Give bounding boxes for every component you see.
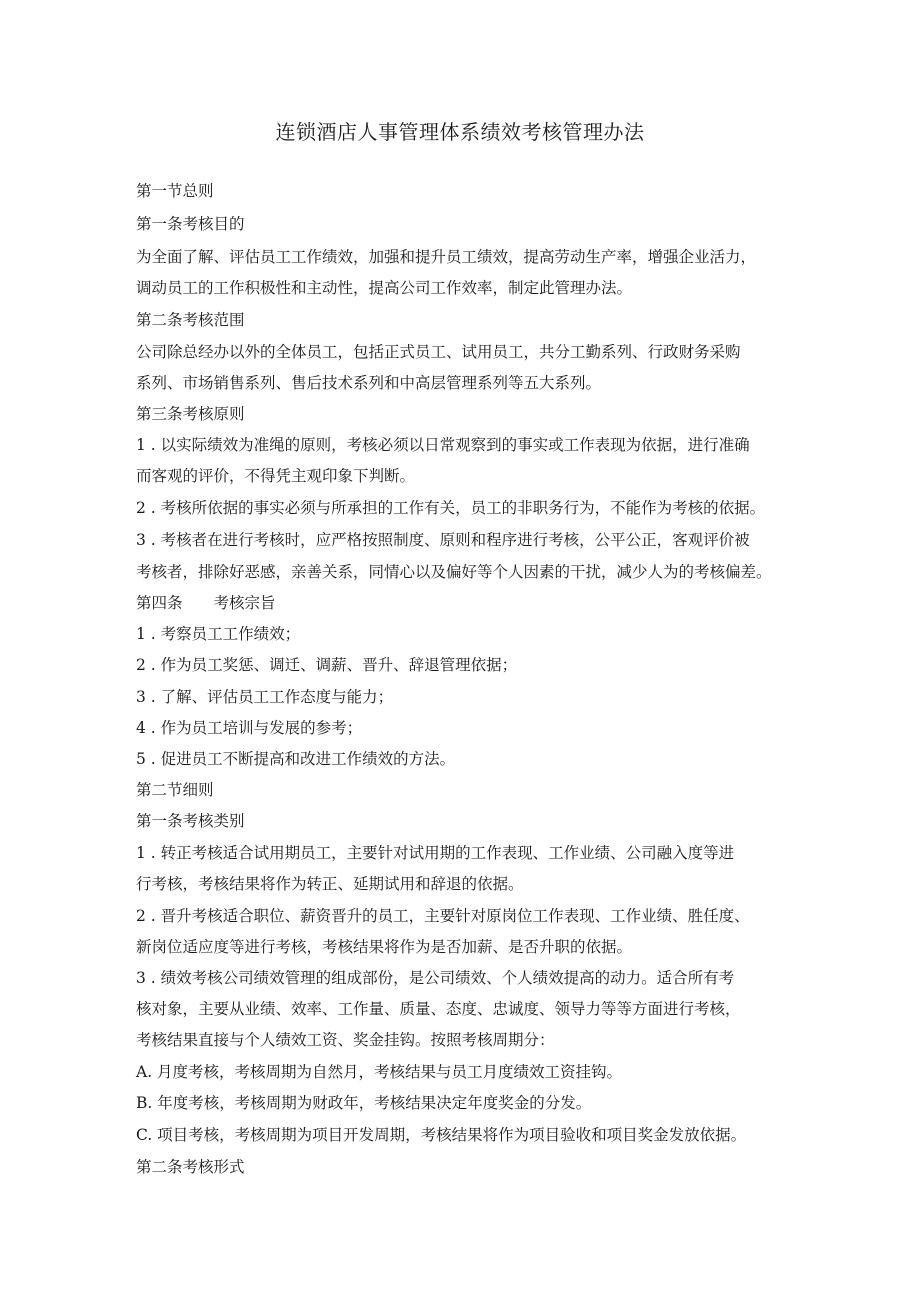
article-heading: 第一条考核类别 xyxy=(136,812,245,830)
paragraph-line: 新岗位适应度等进行考核，考核结果将作为是否加薪、是否升职的依据。 xyxy=(136,938,633,956)
paragraph-line: 3 . 考核者在进行考核时，应严格按照制度、原则和程序进行考核，公平公正，客观评价被 xyxy=(136,531,750,549)
section-heading: 第二节细则 xyxy=(136,781,214,799)
list-item: 3 . 了解、评估员工工作态度与能力； xyxy=(136,688,394,706)
paragraph-line: C. 项目考核，考核周期为项目开发周期，考核结果将作为项目验收和项目奖金发放依据。 xyxy=(136,1126,747,1144)
paragraph-line: 1 . 转正考核适合试用期员工，主要针对试用期的工作表现、工作业绩、公司融入度等进 xyxy=(136,844,735,862)
paragraph-line: 系列、市场销售系列、售后技术系列和中高层管理系列等五大系列。 xyxy=(136,374,602,392)
paragraph-line: 行考核，考核结果将作为转正、延期试用和辞退的依据。 xyxy=(136,875,524,893)
paragraph-line: 考核者，排除好恶感，亲善关系，同情心以及偏好等个人因素的干扰，减少人为的考核偏差。 xyxy=(136,563,772,581)
paragraph-line: 2 . 考核所依据的事实必须与所承担的工作有关，员工的非职务行为，不能作为考核的依据。 xyxy=(136,499,766,517)
article-heading: 第一条考核目的 xyxy=(136,215,245,233)
document-title: 连锁酒店人事管理体系绩效考核管理办法 xyxy=(275,120,645,144)
paragraph-line: 为全面了解、评估员工工作绩效，加强和提升员工绩效，提高劳动生产率，增强企业活力， xyxy=(136,248,757,266)
paragraph-line: 调动员工的工作积极性和主动性，提高公司工作效率，制定此管理办法。 xyxy=(136,279,633,297)
paragraph-line: A. 月度考核，考核周期为自然月，考核结果与员工月度绩效工资挂钩。 xyxy=(136,1063,623,1081)
list-item: 1 . 考察员工工作绩效； xyxy=(136,625,301,643)
list-item: 5 . 促进员工不断提高和改进工作绩效的方法。 xyxy=(136,750,456,768)
paragraph-line: 3 . 绩效考核公司绩效管理的组成部份，是公司绩效、个人绩效提高的动力。适合所有考 xyxy=(136,969,735,987)
paragraph-line: B. 年度考核，考核周期为财政年，考核结果决定年度奖金的分发。 xyxy=(136,1094,592,1112)
article-heading: 第二条考核范围 xyxy=(136,311,245,329)
paragraph-line: 公司除总经办以外的全体员工，包括正式员工、试用员工，共分工勤系列、行政财务采购 xyxy=(136,343,741,361)
paragraph-line: 1 . 以实际绩效为准绳的原则，考核必须以日常观察到的事实或工作表现为依据，进行准确 xyxy=(136,436,750,454)
article-heading: 第二条考核形式 xyxy=(136,1158,245,1176)
paragraph-line: 而客观的评价，不得凭主观印象下判断。 xyxy=(136,467,416,485)
list-item: 2 . 作为员工奖惩、调迁、调薪、晋升、辞退管理依据； xyxy=(136,656,518,674)
paragraph-line: 核对象，主要从业绩、效率、工作量、质量、态度、忠诚度、领导力等等方面进行考核， xyxy=(136,1000,741,1018)
paragraph-line: 考核结果直接与个人绩效工资、奖金挂钩。按照考核周期分： xyxy=(136,1031,555,1049)
article-heading: 第四条 考核宗旨 xyxy=(136,594,276,612)
article-heading: 第三条考核原则 xyxy=(136,405,245,423)
section-heading: 第一节总则 xyxy=(136,182,214,200)
paragraph-line: 2 . 晋升考核适合职位、薪资晋升的员工，主要针对原岗位工作表现、工作业绩、胜任度、 xyxy=(136,907,750,925)
list-item: 4 . 作为员工培训与发展的参考； xyxy=(136,719,363,737)
